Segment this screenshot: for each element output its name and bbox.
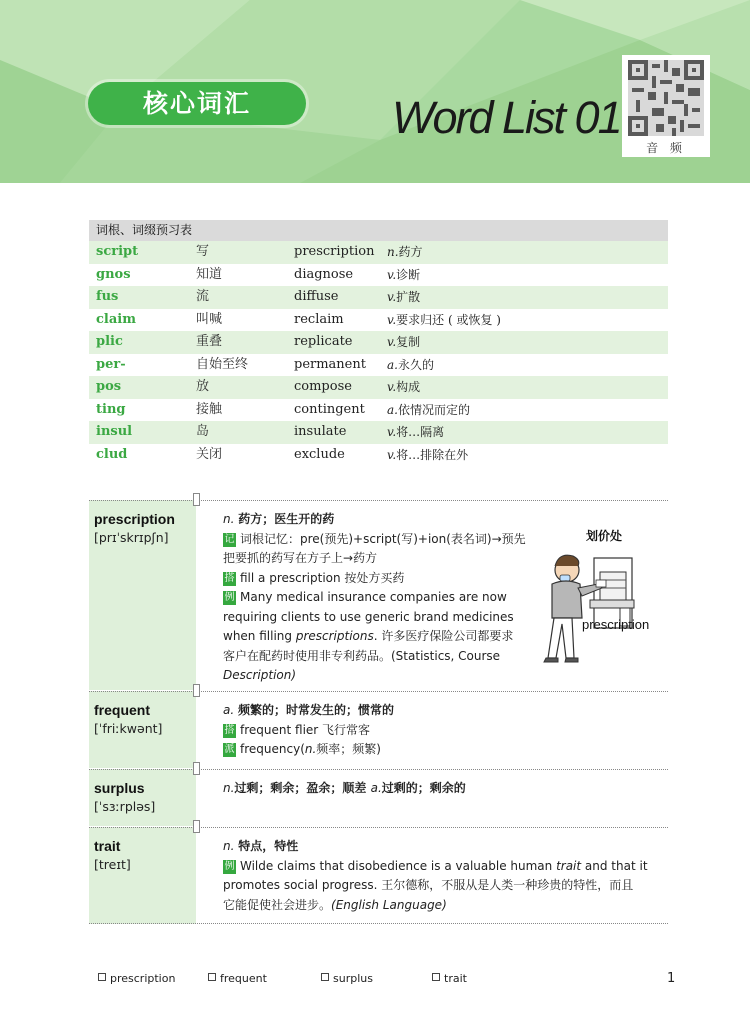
root-table-row [89,241,668,264]
root-meaning-cell: 放 [196,379,210,394]
footer-word: trait [444,972,467,985]
root-cell: script [96,244,139,259]
root-meaning-cell: 流 [196,289,210,304]
word-list-title: Word List 01 [392,92,621,143]
meaning: 药方；医生开的药 [238,512,335,526]
example-word-cell: prescription [294,244,375,259]
entry-body [223,701,394,760]
part-of-speech: a. [223,703,235,717]
definition-cell [387,286,421,309]
phonetic: [prɪˈskrɪpʃn] [94,530,169,545]
example-tag-icon: 例 [224,860,235,872]
definition-cell [387,376,421,399]
section-label: 核心词汇 [88,82,306,125]
root-cell: clud [96,446,128,462]
definition-text: 构成 [396,380,421,394]
example-text: Wilde claims that disobedience is a valuable human [240,858,557,873]
definition-line [223,701,394,721]
example-line: requiring clients to use generic brand medicines [223,609,514,624]
memory-line: 把要抓的药写在方子上→药方 [223,551,378,565]
root-table-row [89,399,668,422]
example-line [223,896,668,916]
example-word-cell: permanent [294,356,366,372]
entry-body [223,837,668,915]
root-table-row [89,421,668,444]
root-table-title: 词根、词缀预习表 [89,220,668,241]
example-line [223,627,531,647]
example-word-cell: reclaim [294,311,344,327]
definition-cell [387,264,421,287]
example-word-cell: contingent [294,401,365,417]
definition-text: 要求归还 ( 或恢复 ) [396,312,501,327]
root-cell: ting [96,401,126,417]
root-meaning-cell: 关闭 [196,446,223,462]
definition-text: 诊断 [396,267,421,282]
example-line: Description) [223,668,297,682]
headword: prescription [94,511,175,527]
checkbox-icon[interactable] [432,973,440,981]
memory-tag-icon: 记 [224,533,235,545]
root-meaning-cell: 接触 [196,401,223,417]
root-table-row [89,331,668,354]
example-text: Many medical insurance companies are now [240,590,507,604]
definition-line [223,510,531,530]
definition-text: 永久的 [397,357,434,372]
example-word-cell: diffuse [294,289,339,304]
entry-frequent [89,691,668,768]
entry-sidebar [89,500,196,690]
checkbox-marker [193,820,200,833]
divider [89,827,668,828]
part-of-speech: n. [387,245,399,259]
root-affix-table [89,220,668,466]
definition-text: 药方 [398,245,423,259]
part-of-speech: n. [223,512,235,526]
definition-cell [387,331,421,354]
part-of-speech: v. [387,312,397,327]
definition-line [223,837,668,857]
definition-cell [387,354,434,377]
part-of-speech: n. [223,781,235,795]
meaning: 特点，特性 [238,839,299,853]
root-meaning-cell: 写 [196,244,210,259]
collocation-text: fill a prescription 按处方买药 [240,570,405,585]
example-line: promotes social progress. 王尔德称，不服从是人类一种珍贵的特性，而且 [223,878,634,892]
phonetic: [treɪt] [94,857,131,872]
page-header [0,0,750,183]
checkbox-marker [193,762,200,775]
part-of-speech: a. [387,357,398,372]
entry-body [223,510,531,686]
example-line [223,588,531,608]
part-of-speech: v. [387,380,397,394]
phonetic: [ˈsɜːrpləs] [94,799,156,814]
collocation-line [223,721,394,741]
definition-line [223,779,466,799]
derivative-tag-icon: 派 [224,744,235,755]
example-text: when filling [223,629,296,643]
example-keyword: trait [556,858,582,873]
root-meaning-cell: 岛 [196,424,210,439]
qr-caption: 音 频 [646,141,686,155]
memory-line [223,530,531,550]
footer-word: frequent [220,972,267,985]
part-of-speech: v. [387,290,397,304]
part-of-speech: v. [387,425,397,439]
entry-trait [89,827,668,924]
derivative-text: frequency( [240,742,305,756]
footer-checklist-item[interactable] [321,972,373,985]
part-of-speech: n. [304,742,317,756]
divider [89,769,668,770]
part-of-speech: n. [223,839,235,853]
root-cell: claim [96,311,136,327]
divider [89,691,668,692]
meaning: 频繁的；时常发生的；惯常的 [238,703,395,717]
qr-code-panel[interactable] [622,55,710,157]
root-meaning-cell: 叫喊 [196,311,223,327]
entry-surplus [89,769,668,826]
example-keyword: prescriptions [295,629,374,643]
part-of-speech: v. [387,267,397,282]
meaning: 过剩的；剩余的 [381,781,466,795]
example-text: 它能促使社会进步。 [223,897,332,912]
checkbox-icon[interactable] [208,973,216,981]
example-tag-icon: 例 [224,592,235,603]
part-of-speech: a. [387,402,398,417]
illustration-label: 划价处 [586,529,623,543]
divider [89,500,668,501]
root-meaning-cell: 重叠 [196,334,223,349]
example-word-cell: compose [294,379,352,394]
example-text: . 许多医疗保险公司都要求 [373,629,514,643]
part-of-speech: v. [387,447,397,462]
root-meaning-cell: 自始至终 [196,356,249,372]
part-of-speech: v. [387,335,397,349]
example-word-cell: exclude [294,446,345,462]
definition-text: 依情况而定的 [397,402,470,417]
footer-checklist-item[interactable] [98,972,175,985]
root-cell: insul [96,424,133,439]
root-table-row [89,354,668,377]
example-word-cell: diagnose [294,266,354,282]
example-line [223,857,668,877]
root-table-row [89,309,668,332]
checkbox-icon[interactable] [321,973,329,981]
definition-cell [387,399,470,422]
checkbox-marker [193,493,200,506]
headword: frequent [94,702,150,718]
footer-checklist-item[interactable] [208,972,267,985]
part-of-speech: a. [370,781,382,795]
root-cell: pos [96,379,122,394]
definition-text: 将…隔离 [396,425,445,439]
root-table-row [89,376,668,399]
meaning: 过剩；剩余；盈余；顺差 [234,781,371,795]
footer-checklist-item[interactable] [432,972,467,985]
divider [89,923,668,924]
checkbox-marker [193,684,200,697]
footer-word: surplus [333,972,373,985]
definition-text: 扩散 [396,290,421,304]
checkbox-icon[interactable] [98,973,106,981]
root-cell: per- [96,356,126,372]
collocation-tag-icon: 搭 [224,572,235,584]
example-word-cell: insulate [294,424,347,439]
collocation-line [223,569,531,589]
definition-cell [387,241,423,264]
root-table-row [89,264,668,287]
root-cell: fus [96,289,119,304]
collocation-tag-icon: 搭 [224,724,235,736]
illustration-word: prescription [582,617,650,632]
derivative-text: 频率；频繁) [316,742,381,756]
example-text: and that it [581,858,648,873]
entry-body [223,779,466,799]
collocation-text: frequent flier 飞行常客 [240,722,371,737]
example-line: 客户在配药时使用非专利药品。(Statistics, Course [223,648,501,663]
qr-code-icon[interactable] [628,60,704,136]
headword: trait [94,838,121,854]
entry-sidebar [89,769,196,826]
root-cell: plic [96,334,123,349]
page-number: 1 [667,971,676,986]
definition-text: 将…排除在外 [396,447,469,462]
headword: surplus [94,780,145,796]
example-word-cell: replicate [294,334,353,349]
definition-text: 复制 [396,335,421,349]
footer-word: prescription [110,972,176,985]
root-cell: gnos [96,266,131,282]
definition-cell [387,444,469,467]
definition-cell [387,309,501,332]
root-table-row [89,444,668,467]
memory-text: 词根记忆：pre(预先)+script(写)+ion(表名词)→预先 [240,531,526,546]
root-meaning-cell: 知道 [196,266,223,282]
example-source: (English Language) [331,897,447,912]
root-table-row [89,286,668,309]
phonetic: [ˈfriːkwənt] [94,721,163,736]
definition-cell [387,421,445,444]
derivative-line [223,740,394,760]
